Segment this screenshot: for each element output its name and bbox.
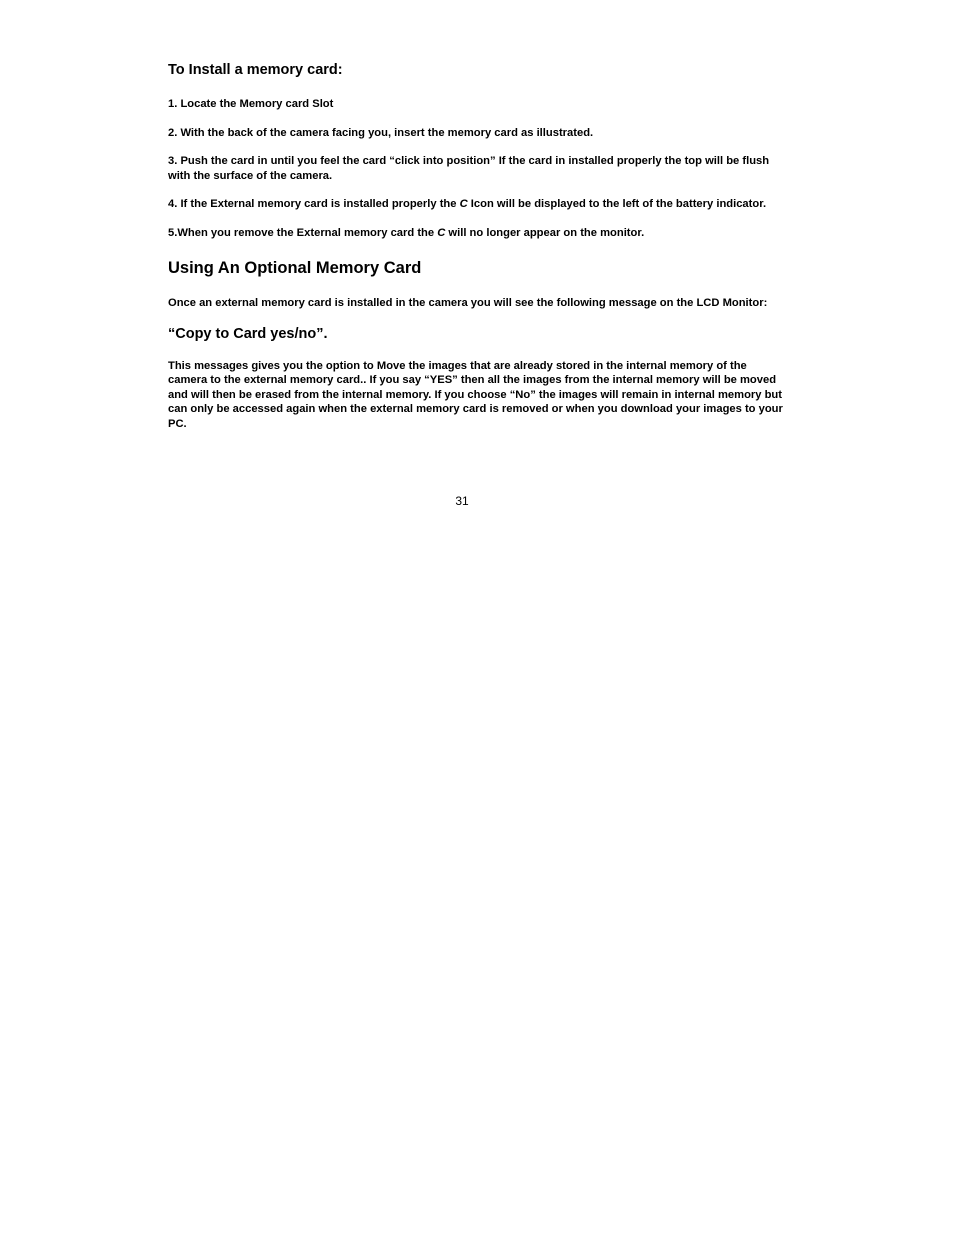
install-step-3: 3. Push the card in until you feel the card “click into position” If the card in installed properly the top will be flush with the surface of the camera. bbox=[168, 155, 770, 182]
install-step-4-text-before: 4. If the External memory card is installed properly the bbox=[168, 198, 460, 210]
install-step-5 bbox=[168, 226, 788, 241]
memory-card-c-icon: C bbox=[459, 198, 468, 210]
optional-intro: Once an external memory card is installed in the camera you will see the following message on the LCD Monitor: bbox=[168, 297, 768, 309]
install-step-4 bbox=[168, 197, 788, 212]
install-heading: To Install a memory card: bbox=[168, 62, 343, 78]
install-step-5-text-before: 5.When you remove the External memory card the bbox=[168, 226, 438, 239]
optional-explanation: This messages gives you the option to Move the images that are already stored in the internal memory of the camera to the external memory card.. If you say “YES” then all the images from the internal memory will be moved and will then be erased from the internal memory. If you choose “No” the images will remain in internal memory but can only be accessed again when the external memory card is removed or when you download your images to your PC. bbox=[168, 359, 783, 430]
lcd-message: “Copy to Card yes/no”. bbox=[168, 325, 328, 342]
install-step-1: 1. Locate the Memory card Slot bbox=[168, 98, 334, 110]
install-step-5-text-after: will no longer appear on the monitor. bbox=[445, 226, 645, 239]
optional-heading: Using An Optional Memory Card bbox=[168, 259, 422, 277]
memory-card-c-icon: C bbox=[437, 226, 446, 239]
page-number: 31 bbox=[455, 494, 469, 508]
install-step-4-text-after: Icon will be displayed to the left of the battery indicator. bbox=[467, 198, 767, 210]
document-page bbox=[168, 60, 788, 431]
install-step-2: 2. With the back of the camera facing you, insert the memory card as illustrated. bbox=[168, 126, 594, 139]
